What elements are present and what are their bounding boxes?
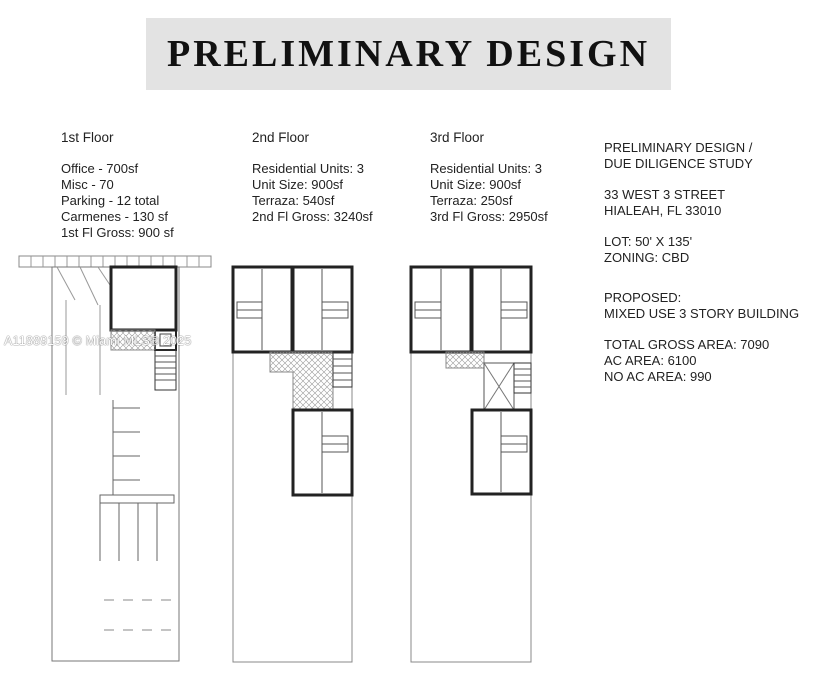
proposed-line: MIXED USE 3 STORY BUILDING — [604, 306, 800, 321]
zoning-line: ZONING: CBD — [604, 250, 690, 265]
lot-outline — [52, 267, 179, 661]
second-floor-stair — [333, 352, 352, 387]
second-floor-line: Residential Units: 3 — [252, 161, 364, 176]
side-parking-stalls — [113, 400, 140, 495]
first-floor-line: Office - 700sf — [61, 161, 139, 176]
second-floor-line: Terraza: 540sf — [252, 193, 335, 208]
first-floor-line: Carmenes - 130 sf — [61, 209, 168, 224]
third-floor-heading: 3rd Floor — [430, 130, 485, 145]
address-line: 33 WEST 3 STREET — [604, 187, 726, 202]
page-title: PRELIMINARY DESIGN — [166, 33, 651, 75]
rear-parking-curb — [100, 495, 174, 503]
second-floor-line: 2nd Fl Gross: 3240sf — [252, 209, 373, 224]
rear-parking-stalls — [100, 503, 157, 561]
third-floor-line: Residential Units: 3 — [430, 161, 542, 176]
stair-treads — [155, 356, 176, 380]
area-line: NO AC AREA: 990 — [604, 369, 712, 384]
proposed-line: PROPOSED: — [604, 290, 682, 305]
third-floor-line: 3rd Fl Gross: 2950sf — [430, 209, 548, 224]
third-floor-plan — [411, 267, 531, 662]
second-floor-plan — [233, 267, 352, 662]
first-floor-heading: 1st Floor — [61, 130, 114, 145]
second-floor-line: Unit Size: 900sf — [252, 177, 344, 192]
third-floor-stair — [514, 363, 531, 393]
parking-wheel-stops — [104, 600, 171, 630]
third-floor-line: Terraza: 250sf — [430, 193, 513, 208]
first-floor-plan — [19, 256, 211, 661]
second-floor-heading: 2nd Floor — [252, 130, 310, 145]
area-line: TOTAL GROSS AREA: 7090 — [604, 337, 770, 352]
study-line: DUE DILIGENCE STUDY — [604, 156, 753, 171]
mls-watermark: A11889159 © Miami MLS® 2025 — [4, 334, 192, 348]
third-floor-line: Unit Size: 900sf — [430, 177, 522, 192]
first-floor-line: Parking - 12 total — [61, 193, 160, 208]
address-line: HIALEAH, FL 33010 — [604, 203, 722, 218]
area-line: AC AREA: 6100 — [604, 353, 697, 368]
sidewalk-ticks — [31, 256, 199, 267]
lot-line: LOT: 50' X 135' — [604, 234, 693, 249]
terraza-hatch — [270, 352, 333, 410]
driveway-lines — [57, 267, 110, 395]
office-unit — [111, 267, 176, 330]
first-floor-line: 1st Fl Gross: 900 sf — [61, 225, 174, 240]
study-line: PRELIMINARY DESIGN / — [604, 140, 753, 155]
terraza-hatch-3rd — [446, 352, 484, 368]
first-floor-line: Misc - 70 — [61, 177, 114, 192]
